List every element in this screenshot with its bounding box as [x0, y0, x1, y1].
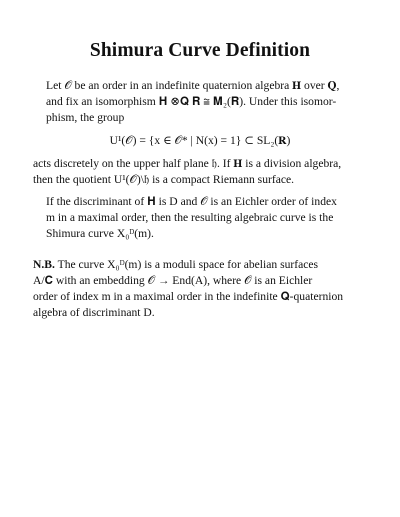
- paragraph-line: order of index m in a maximal order in the indefinite 𝐐-quaternion: [33, 290, 344, 304]
- paragraph-line: Let 𝒪 be an order in an indefinite quaternion algebra 𝐇 over 𝐐,: [46, 79, 340, 92]
- paragraph-line: If the discriminant of 𝐇 is D and 𝒪 is an Eichler order of index: [46, 195, 337, 209]
- paragraph-line: acts discretely on the upper half plane 𝔥. If 𝐇 is a division algebra,: [33, 156, 342, 170]
- paragraph-line: and fix an isomorphism 𝐇 ⊗𝐐 𝐑 ≅ 𝐌₂(𝐑). Under this isomor-: [46, 95, 337, 109]
- paragraph-line: A/𝐂 with an embedding 𝒪 → End(A), where 𝒪 is an Eichler: [33, 273, 313, 287]
- note-block: [33, 257, 367, 322]
- paragraph-action: [33, 156, 367, 188]
- paragraph-line: [33, 257, 367, 273]
- page-title: Shimura Curve Definition: [89, 40, 311, 61]
- paragraph-definition: [33, 194, 367, 243]
- note-first-line: The curve X₀ᴰ(m) is a moduli space for abelian surfaces: [57, 257, 319, 271]
- display-formula: U¹(𝒪) = {x ∈ 𝒪* | N(x) = 1} ⊂ SL₂(𝐑): [109, 133, 291, 147]
- note-label: N.B.: [33, 257, 55, 271]
- paragraph-line: algebra of discriminant D.: [33, 306, 155, 320]
- paragraph-line: phism, the group: [46, 111, 125, 125]
- paragraph-line: Shimura curve X₀ᴰ(m).: [46, 227, 154, 241]
- paragraph-line: m in a maximal order, then the resulting algebraic curve is the: [46, 211, 334, 225]
- paragraph-line: then the quotient U¹(𝒪)\𝔥 is a compact Riemann surface.: [33, 172, 295, 186]
- paragraph-intro: [33, 78, 367, 127]
